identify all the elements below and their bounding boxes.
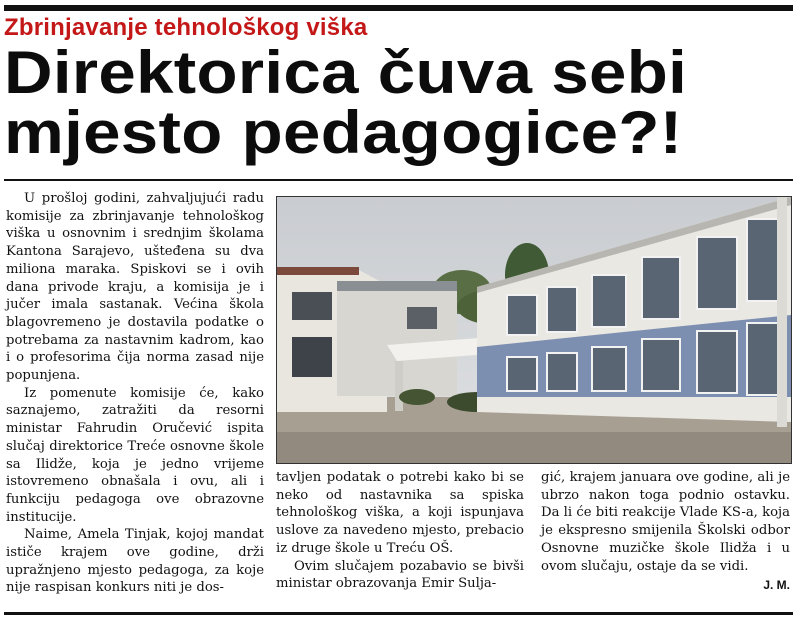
paragraph-2: Iz pomenute komisije će, kako saznajemo, zatražiti da resorni ministar Fahrudin Oručević ispita slučaj direktorice Treće osnovne škole sa Ilidže, koja je jedno vrijeme istovremeno obnašala i ovu, ali i funkciju pedagoga ove obrazovne institucije. [6, 385, 264, 525]
column-2 [276, 469, 524, 593]
headline [4, 39, 797, 166]
column-3 [541, 469, 790, 595]
column-1 [6, 190, 264, 597]
paragraph-3: Naime, Amela Tinjak, kojoj mandat ističe krajem ove godine, drži upražnjeno mjesto pedagoga, za koje nije raspisan konkurs niti je dos- [6, 527, 264, 596]
paragraph-5: Ovim slučajem pozabavio se bivši ministar obrazovanja Emir Sulja- [276, 558, 524, 592]
paragraph-4: tavljen podatak o potrebi kako bi se neko od nastavnika sa spiska tehnološkog viška, a koji ispunjava uslove za navedeno mjesto, prebacio iz druge škole u Treću OŠ. [276, 470, 524, 556]
paragraph-1: U prošloj godini, zahvaljujući radu komisije za zbrinjavanje tehnološkog viška u osnovnim i srednjim školama Kantona Sarajevo, uštеđena su dva miliona maraka. Spiskovi se i ovih dana privode kraju, a komisija je i jučer imala sastanak. Većina škola blagovremeno je dostavila podatke o potrebama za nastavnim kadrom, kao i o profesorima čija norma zasad nije popunjena. [6, 191, 264, 384]
bottom-rule [4, 612, 793, 615]
school-photo [276, 196, 792, 464]
school-building-illustration [277, 197, 791, 463]
headline-line-1: Direktorica čuva sebi [4, 39, 688, 106]
kicker: Zbrinjavanje tehnološkog viška [4, 14, 368, 41]
top-rule [4, 5, 793, 11]
headline-line-2: mjesto pedagogice?! [4, 99, 683, 166]
paragraph-6: gić, krajem januara ove godine, ali je ubrzo nakon toga podnio ostavku. Da li će biti reakcije Vlade KS-a, koja je ekspresno smijenila Školski odbor Osnovne muzičke škole Ilidža i u ovom slučaju, ostaje da se vidi. [541, 470, 790, 574]
headline-rule [4, 179, 793, 181]
author-signature: J. M. [763, 578, 790, 593]
